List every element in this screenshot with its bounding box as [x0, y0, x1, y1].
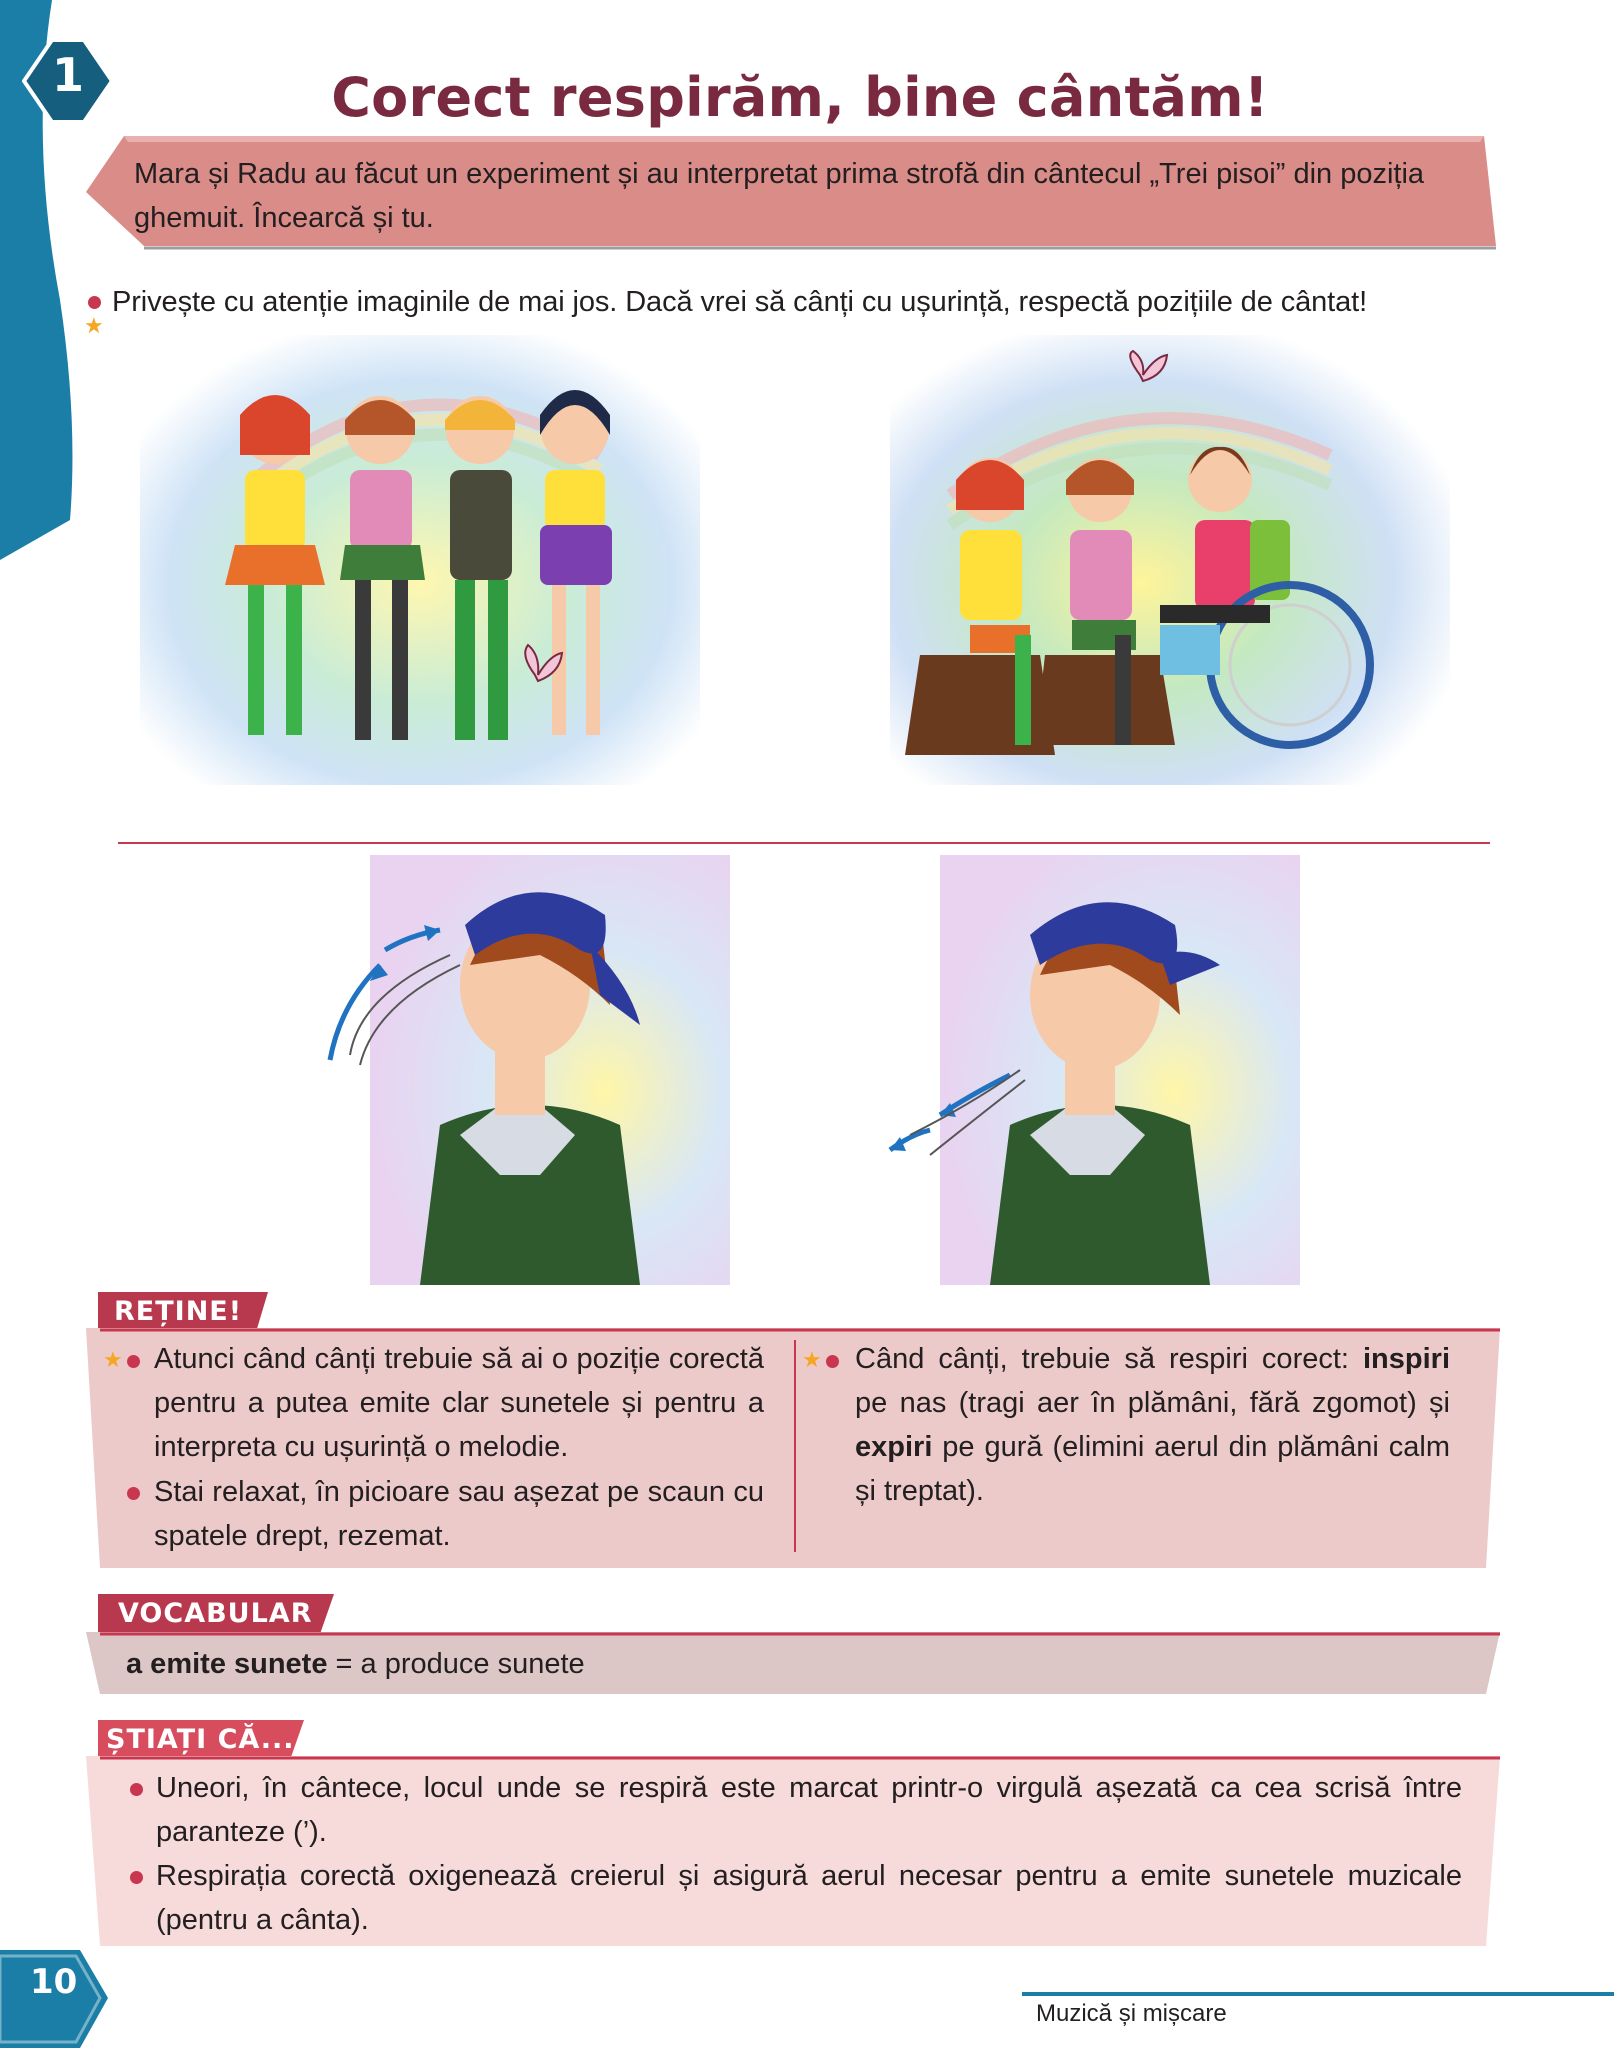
- bullet: [130, 1871, 143, 1884]
- star-icon: ★: [84, 314, 104, 339]
- vocabular-definition: = a produce sunete: [327, 1648, 585, 1680]
- stiati-item-1: Uneori, în cântece, locul unde se respiră este marcat printr-o virgulă așezată ca cea scrisă între paranteze (’).: [156, 1772, 1462, 1848]
- illustration-sitting-kids: [890, 335, 1450, 785]
- retine-left-item-1: Atunci când cânți trebuie să ai o poziție corectă pentru a putea emite clar sunetele și pentru a interpreta cu ușurință o melodie.: [154, 1343, 764, 1463]
- bullet: [826, 1355, 839, 1368]
- retine-column-divider: [794, 1340, 796, 1552]
- vocabular-entry: [126, 1648, 585, 1681]
- bullet: [130, 1783, 143, 1796]
- retine-left-item-2: Stai relaxat, în picioare sau așezat pe scaun cu spatele drept, rezemat.: [154, 1476, 764, 1552]
- section-divider: [118, 842, 1490, 844]
- illustration-boy-inhaling: [300, 855, 730, 1285]
- term-expiri: expiri: [855, 1431, 933, 1463]
- footer-subject: Muzică și mișcare: [1036, 2000, 1227, 2027]
- page-number: 10: [30, 1962, 78, 2002]
- retine-right-text: Când cânți, trebuie să respiri corect: inspiri pe nas (tragi aer în plămâni, fără zgomot) și expiri pe gură (elimini aerul din plămâni calm și treptat).: [855, 1343, 1450, 1507]
- stiati-heading: ȘTIAȚI CĂ...: [106, 1724, 295, 1755]
- instruction-bullet: [88, 296, 101, 309]
- star-icon: ★: [103, 1348, 123, 1373]
- footer-line: [1022, 1992, 1614, 1996]
- retine-heading: REȚINE!: [114, 1296, 243, 1327]
- lesson-number: 1: [51, 48, 84, 102]
- instruction-text: Privește cu atenție imaginile de mai jos. Dacă vrei să cânți cu ușurință, respectă pozițiile de cântat!: [112, 286, 1368, 318]
- illustration-boy-exhaling: [870, 855, 1300, 1285]
- intro-text: Mara și Radu au făcut un experiment și au interpretat prima strofă din cântecul „Trei pisoi” din poziția ghemuit. Încearcă și tu.: [134, 158, 1425, 234]
- vocabular-term: a emite sunete: [126, 1648, 328, 1680]
- page-title: Corect respirăm, bine cântăm!: [331, 66, 1269, 129]
- bullet: [127, 1487, 140, 1500]
- bullet: [127, 1355, 140, 1368]
- term-inspiri: inspiri: [1362, 1343, 1450, 1375]
- illustration-standing-kids: [140, 335, 700, 785]
- stiati-item-2: Respirația corectă oxigenează creierul și asigură aerul necesar pentru a emite sunetele muzicale (pentru a cânta).: [156, 1860, 1462, 1936]
- star-icon: ★: [802, 1348, 822, 1373]
- vocabular-heading: VOCABULAR: [118, 1598, 313, 1629]
